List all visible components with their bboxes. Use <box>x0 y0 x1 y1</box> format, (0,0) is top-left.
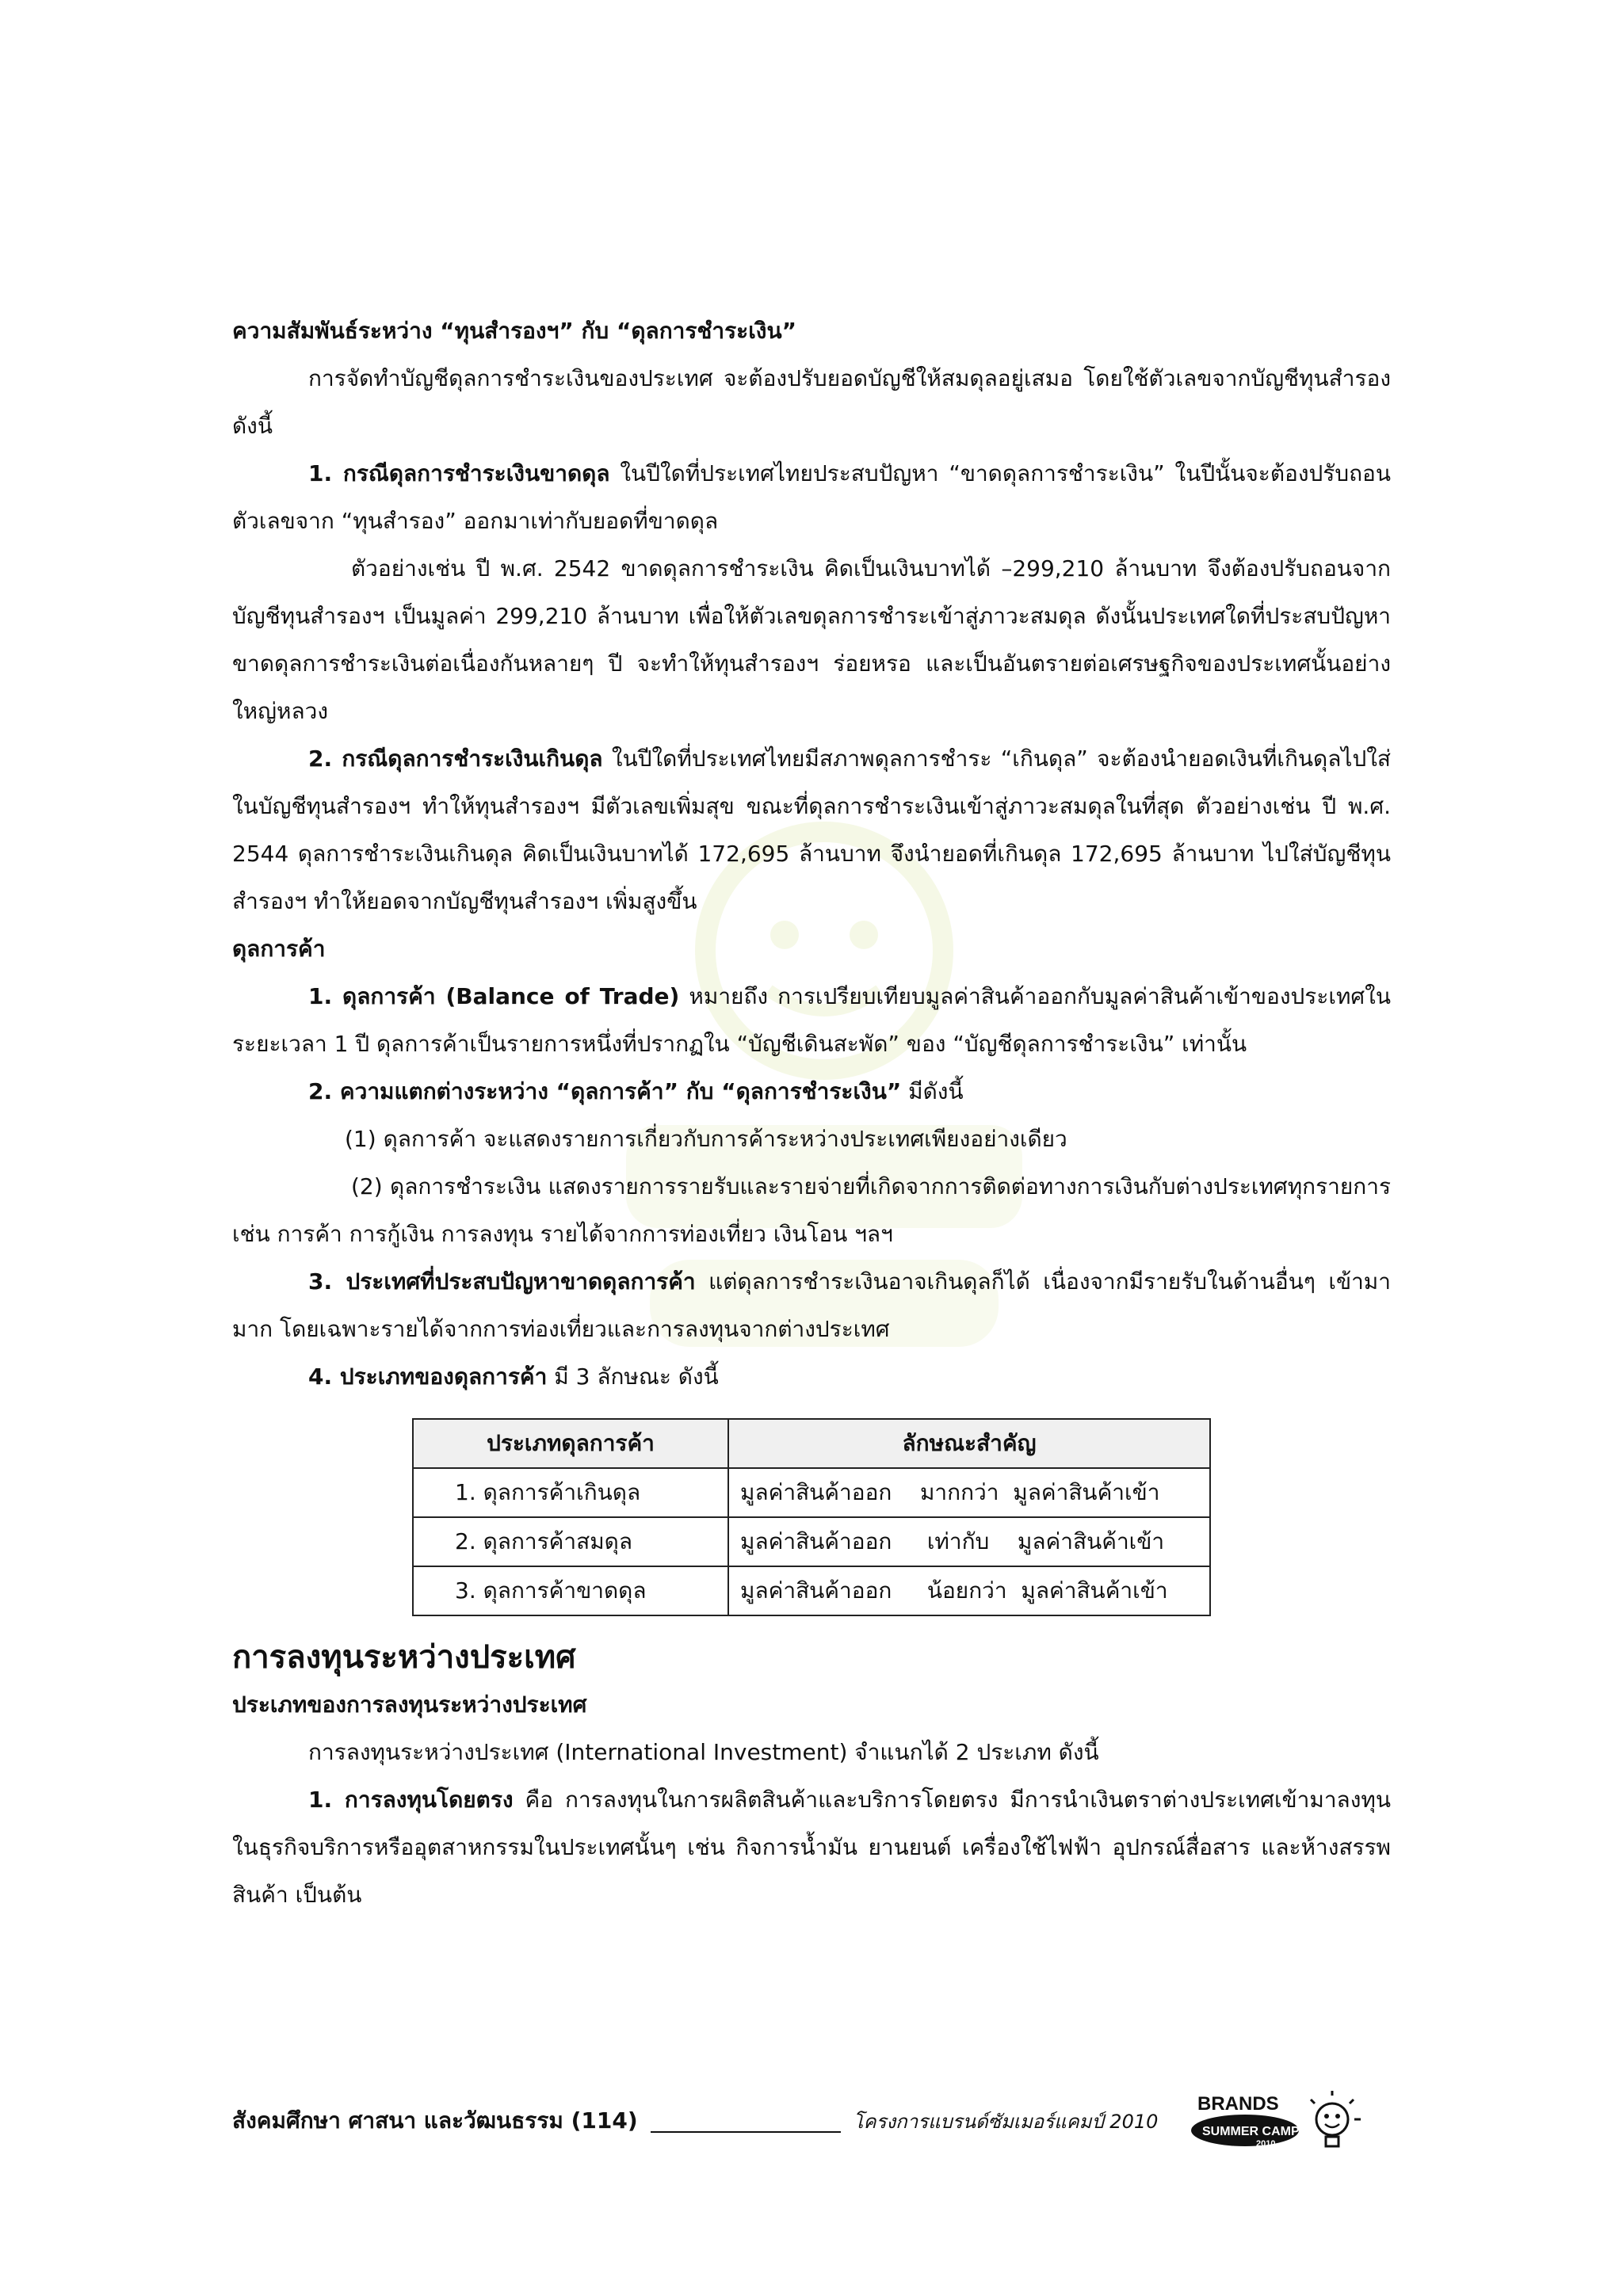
item-text: หมายถึง การเปรียบเทียบมูลค่าสินค้าออกกับมูลค่าสินค้าเข้าของประเทศในระยะเวลา 1 ปี ดุลการค้าเป็นรายการหนึ่งที่ปรากฏใน “บัญชีเดินสะพัด” ของ “บัญชีดุลการชำระเงิน” เท่านั้น <box>232 983 1391 1057</box>
footer-title: สังคมศึกษา ศาสนา และวัฒนธรรม (114) <box>232 2107 638 2134</box>
table-cell: 2. ดุลการค้าสมดุล <box>413 1517 728 1566</box>
paragraph <box>232 1258 1391 1353</box>
footer-divider <box>651 2109 841 2133</box>
paragraph: (2) ดุลการชำระเงิน แสดงรายการรายรับและรายจ่ายที่เกิดจากการติดต่อทางการเงินกับต่างประเทศทุกรายการ เช่น การค้า การกู้เงิน การลงทุน รายได้จากการท่องเที่ยว เงินโอน ฯลฯ <box>232 1173 1391 1247</box>
table-cell: มูลค่าสินค้าออก มากกว่า มูลค่าสินค้าเข้า <box>728 1468 1210 1517</box>
table-cell: 1. ดุลการค้าเกินดุล <box>413 1468 728 1517</box>
paragraph <box>232 1353 1391 1401</box>
table-header-row <box>413 1419 1210 1468</box>
footer-project: โครงการแบรนด์ซัมเมอร์แคมป์ 2010 <box>853 2110 1159 2133</box>
page-content <box>232 307 1391 1919</box>
table-row <box>413 1468 1210 1517</box>
table-header-cell: ประเภทดุลการค้า <box>413 1419 728 1468</box>
paragraph: (1) ดุลการค้า จะแสดงรายการเกี่ยวกับการค้าระหว่างประเทศเพียงอย่างเดียว <box>345 1126 1067 1152</box>
item-title: 1. กรณีดุลการชำระเงินขาดดุล <box>308 460 610 486</box>
paragraph <box>232 1068 1391 1116</box>
section-heading-investment-types: ประเภทของการลงทุนระหว่างประเทศ <box>232 1691 587 1718</box>
item-title: 1. ดุลการค้า (Balance of Trade) <box>308 983 680 1009</box>
brand-logo-icon <box>1182 2089 1364 2153</box>
trade-balance-table <box>412 1418 1211 1616</box>
page-footer <box>232 2093 1391 2149</box>
table-row <box>413 1517 1210 1566</box>
logo-brand-text: BRANDS <box>1197 2093 1280 2115</box>
item-text: ในปีใดที่ประเทศไทยมีสภาพดุลการชำระ “เกินดุล” จะต้องนำยอดเงินที่เกินดุลไปใส่ในบัญชีทุนสำรองฯ ทำให้ทุนสำรองฯ มีตัวเลขเพิ่มสุข ขณะที่ดุลการชำระเงินเข้าสู่ภาวะสมดุลในที่สุด ตัวอย่างเช่น ปี พ.ศ. 2544 ดุลการชำระเงินเกินดุล คิดเป็นเงินบาทได้ 172,695 ล้านบาท จึงนำยอดที่เกินดุล 172,695 ล้านบาท ไปใส่บัญชีทุนสำรองฯ ทำให้ยอดจากบัญชีทุนสำรองฯ เพิ่มสูงขึ้น <box>232 746 1392 914</box>
paragraph <box>232 1776 1391 1919</box>
logo-sub-text: SUMMER CAMP <box>1202 2125 1300 2138</box>
table-header-cell: ลักษณะสำคัญ <box>728 1419 1210 1468</box>
item-text: แต่ดุลการชำระเงินอาจเกินดุลก็ได้ เนื่องจากมีรายรับในด้านอื่นๆ เข้ามามาก โดยเฉพาะรายได้จากการท่องเที่ยวและการลงทุนจากต่างประเทศ <box>232 1268 1391 1342</box>
section-title-investment: การลงทุนระหว่างประเทศ <box>232 1639 576 1676</box>
table-cell: มูลค่าสินค้าออก น้อยกว่า มูลค่าสินค้าเข้า <box>728 1566 1210 1615</box>
item-title: 1. การลงทุนโดยตรง <box>308 1787 514 1813</box>
item-title: 3. ประเทศที่ประสบปัญหาขาดดุลการค้า <box>308 1268 696 1295</box>
paragraph: การจัดทำบัญชีดุลการชำระเงินของประเทศ จะต้องปรับยอดบัญชีให้สมดุลอยู่เสมอ โดยใช้ตัวเลขจากบัญชีทุนสำรอง ดังนี้ <box>232 365 1391 439</box>
item-text: มีดังนี้ <box>901 1078 964 1104</box>
item-title: 2. กรณีดุลการชำระเงินเกินดุล <box>308 746 603 772</box>
table-cell: 3. ดุลการค้าขาดดุล <box>413 1566 728 1615</box>
item-text: คือ การลงทุนในการผลิตสินค้าและบริการโดยตรง มีการนำเงินตราต่างประเทศเข้ามาลงทุนในธุรกิจบริการหรืออุตสาหกรรมในประเทศนั้นๆ เช่น กิจการน้ำมัน ยานยนต์ เครื่องใช้ไฟฟ้า อุปกรณ์สื่อสาร และห้างสรรพสินค้า เป็นต้น <box>232 1787 1391 1908</box>
item-title: 4. ประเภทของดุลการค้า <box>308 1363 548 1390</box>
item-title: 2. ความแตกต่างระหว่าง “ดุลการค้า” กับ “ดุลการชำระเงิน” <box>308 1078 902 1104</box>
table-row <box>413 1566 1210 1615</box>
table-cell: มูลค่าสินค้าออก เท่ากับ มูลค่าสินค้าเข้า <box>728 1517 1210 1566</box>
logo-year-text: 2010 <box>1256 2139 1276 2149</box>
paragraph <box>232 450 1391 545</box>
item-text: ในปีใดที่ประเทศไทยประสบปัญหา “ขาดดุลการชำระเงิน” ในปีนั้นจะต้องปรับถอนตัวเลขจาก “ทุนสำรอง” ออกมาเท่ากับยอดที่ขาดดุล <box>232 460 1392 534</box>
paragraph <box>232 973 1391 1068</box>
paragraph: ตัวอย่างเช่น ปี พ.ศ. 2542 ขาดดุลการชำระเงิน คิดเป็นเงินบาทได้ –299,210 ล้านบาท จึงต้องปรับถอนจากบัญชีทุนสำรองฯ เป็นมูลค่า 299,210 ล้านบาท เพื่อให้ตัวเลขดุลการชำระเข้าสู่ภาวะสมดุล ดังนั้นประเทศใดที่ประสบปัญหาขาดดุลการชำระเงินต่อเนื่องกันหลายๆ ปี จะทำให้ทุนสำรองฯ ร่อยหรอ และเป็นอันตรายต่อเศรษฐกิจของประเทศนั้นอย่างใหญ่หลวง <box>232 555 1391 724</box>
item-text: มี 3 ลักษณะ ดังนี้ <box>547 1363 719 1390</box>
paragraph: การลงทุนระหว่างประเทศ (International Investment) จำแนกได้ 2 ประเภท ดังนี้ <box>308 1739 1099 1765</box>
brands-summer-camp-logo <box>1182 2089 1364 2153</box>
section-heading-reserves: ความสัมพันธ์ระหว่าง “ทุนสำรองฯ” กับ “ดุลการชำระเงิน” <box>232 318 797 344</box>
paragraph <box>232 735 1391 925</box>
section-heading-trade: ดุลการค้า <box>232 936 326 962</box>
